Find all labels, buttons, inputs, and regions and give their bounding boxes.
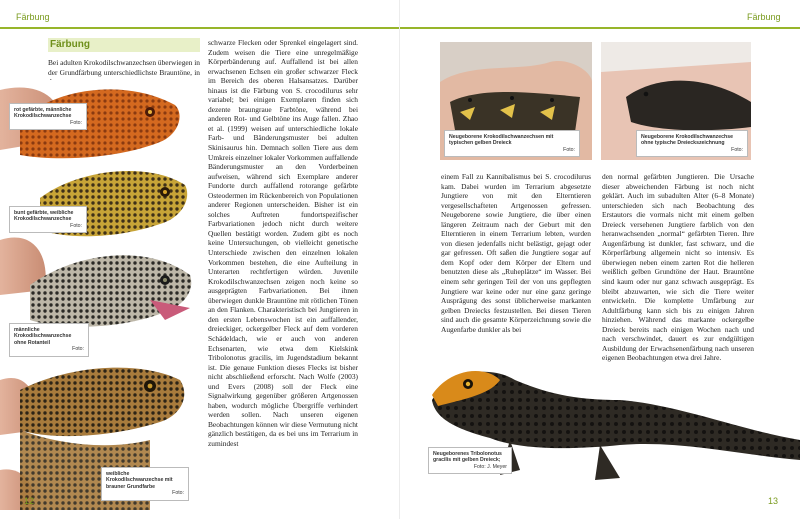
right-page <box>400 0 800 519</box>
body-column: einem Fall zu Kannibalismus bei S. crocodilurus kam. Dabei wurden im Terrarium abgesetzte Jungtiere von mit den Elterntieren vergesellschafteten Artgenossen gefressen. Neugeborene sowie Jungtiere, die über einen längeren Zeitraum nach der Geburt mit den Elterntieren in einem Terrarium lebten, wurden von diesen jedenfalls nicht belästigt, gejagt oder gar gefressen. Oft saßen die Jungtiere sogar auf dem Kopf oder dem Körper der Eltern und benutzten diese als „Ruheplätze“ im Wasser. Bei einem sehr geringen Teil der von uns gepflegten Jungtiere war keine oder nur eine ganz geringe Ausprägung des sonst üblicherweise markanten gelben Dreiecks festzustellen. Bei diesen Tieren sind auch die gesamte Körperzeichnung sowie die Augenfarbe dunkler als bei <box>441 172 591 334</box>
tribolonotus-photo <box>420 340 800 510</box>
lizard-photo-montage <box>0 80 200 510</box>
running-header: Färbung <box>747 12 781 22</box>
photo-caption <box>636 130 748 157</box>
header-rule <box>400 27 800 29</box>
caption-credit: Foto: <box>731 146 743 153</box>
caption-credit: Foto: <box>563 146 575 153</box>
caption-credit: Foto: J. Meyer <box>473 463 507 470</box>
caption-credit: Foto: <box>172 490 184 497</box>
caption-text: rot gefärbte, männliche Krokodilschwanzechse <box>14 107 72 120</box>
page-number: 13 <box>768 496 779 506</box>
photo-caption <box>428 447 512 474</box>
photo-caption <box>101 467 189 501</box>
caption-text: männliche Krokodilschwanzechse ohne Rotanteil <box>14 327 72 346</box>
caption-text: weibliche Krokodilschwanzechse mit brauner Grundfarbe <box>106 471 173 490</box>
photo-caption <box>444 130 580 157</box>
intro-paragraph: Bei adulten Krokodilschwanzechsen überwiegen in der Grundfärbung unterschiedlichste Brauntöne, in <box>48 58 200 77</box>
photo-caption <box>9 103 87 130</box>
body-column: schwarze Flecken oder Sprenkel eingelagert sind. Zudem weisen die Tiere eine unregelmäßige Körperbänderung auf. Auffallend ist bei allen erwachsenen Echsen ein großer schwarzer Fleck im Bereich des oberen Halsansatzes. Darüber hinaus ist die Färbung von S. crocodilurus sehr variabel; bei einigen Exemplaren finden sich dezente braungraue Farbtöne, während bei anderen Rot- und Gelbtöne ins Auge fallen. Zhao et al. (1999) weisen auf unterschiedliche lokale Farb- und Bänderungsmuster bei adulten Skinisaurus hin. Demnach sollen Tiere aus dem Umkreis einzelner lokaler Vorkommen auffallende Bänderungsmuster an den Vorderbeinen aufweisen, während sich Exemplare anderer Fundorte durch auffallend rotorange gefärbte Osteodermen im Rückenbereich von Populationen anderer Regionen unterscheiden. Bisher ist ein solches Auftreten fundortspezifischer Farbvariationen jedoch nicht durch weitere Quellen bestätigt worden. Zudem gibt es noch keine Untersuchungen, ob vielleicht genetische Unterschiede zwischen den einzelnen lokalen Vorkommen bestehen, die eine Aufteilung in Unterarten rechtfertigen würden. Juvenile Krokodilschwanzechsen zeigen noch keine so ausgeprägten Farbvariationen. Bei ihnen überwiegen dunkle Brauntöne mit rötlichen Tönen an den Flanken. Charakteristisch bei Jungtieren in den ersten Lebenswochen ist ein auffallender, dreieckiger, ockergelber Fleck auf dem vorderen Schädeldach, wie er auch von anderen Echsenarten, wie etwa dem Kielskink Tribolonotus gracilis, im Jugendstadium bekannt ist. Die genaue Funktion dieses Flecks ist bisher nicht abschließend erforscht. Nach Wolfe (2003) und Evers (2008) soll der Fleck eine Signalwirkung gegenüber größeren Artgenossen haben, wodurch mögliche Übergriffe verhindert werden sollen. Nach unseren eigenen Beobachtungen können wir diese Vermutung nicht gänzlich bestätigen, da es bei uns im Terrarium in zumindest <box>208 38 358 448</box>
caption-text: Neugeborene Krokodilschwanzechse ohne typische Dreieckszeichnung <box>641 134 733 147</box>
photo-caption <box>9 206 87 233</box>
body-column: den normal gefärbten Jungtieren. Die Ursache dieser abweichenden Färbung ist noch nicht geklärt. Auch im subadulten Alter (6–8 Monate) unterschieden sich nach Beobachtung des Erstautors die vormals nicht mit einem gelben Dreieck versehenen Jungtiere farblich von den heranwachsenden „normal“ gefärbten Tieren. Ihre Augenfärbung ist dunkler, fast schwarz, und die Körperfärbung allgemein nicht so intensiv. Es überwiegen neben einem zarten Rot die helleren weißlich gelben Grundtöne der Haut. Brauntöne sind kaum oder nur ganz schwach ausgeprägt. Es bleibt abzuwarten, wie sich die Tiere weiter entwickeln. Die komplette Umfärbung zur Adultfärbung kann sich bis zu einigen Jahren hinziehen. Während das markante ockergelbe Dreieck bereits nach einigen Wochen nach und nach verschwindet, dauert es zur endgültigen Ausbildung der Erwachsenenfärbung nach unseren eigenen Beobachtungen etwa drei Jahre. <box>602 172 754 363</box>
caption-text: bunt gefärbte, weibliche Krokodilschwanzechse <box>14 210 74 223</box>
caption-text: Neugeborene Krokodilschwanzechsen mit typischen gelben Dreieck <box>449 134 554 147</box>
caption-text: Neugeborenes Tribolonotus gracilis mit gelben Dreieck; <box>433 451 502 464</box>
page-number: 12 <box>24 496 35 506</box>
photo-caption <box>9 323 89 357</box>
caption-credit: Foto: <box>72 346 84 353</box>
caption-credit: Foto: <box>70 119 82 126</box>
header-rule <box>0 27 400 29</box>
caption-credit: Foto: <box>70 222 82 229</box>
running-header: Färbung <box>16 12 50 22</box>
section-heading: Färbung <box>48 38 200 52</box>
